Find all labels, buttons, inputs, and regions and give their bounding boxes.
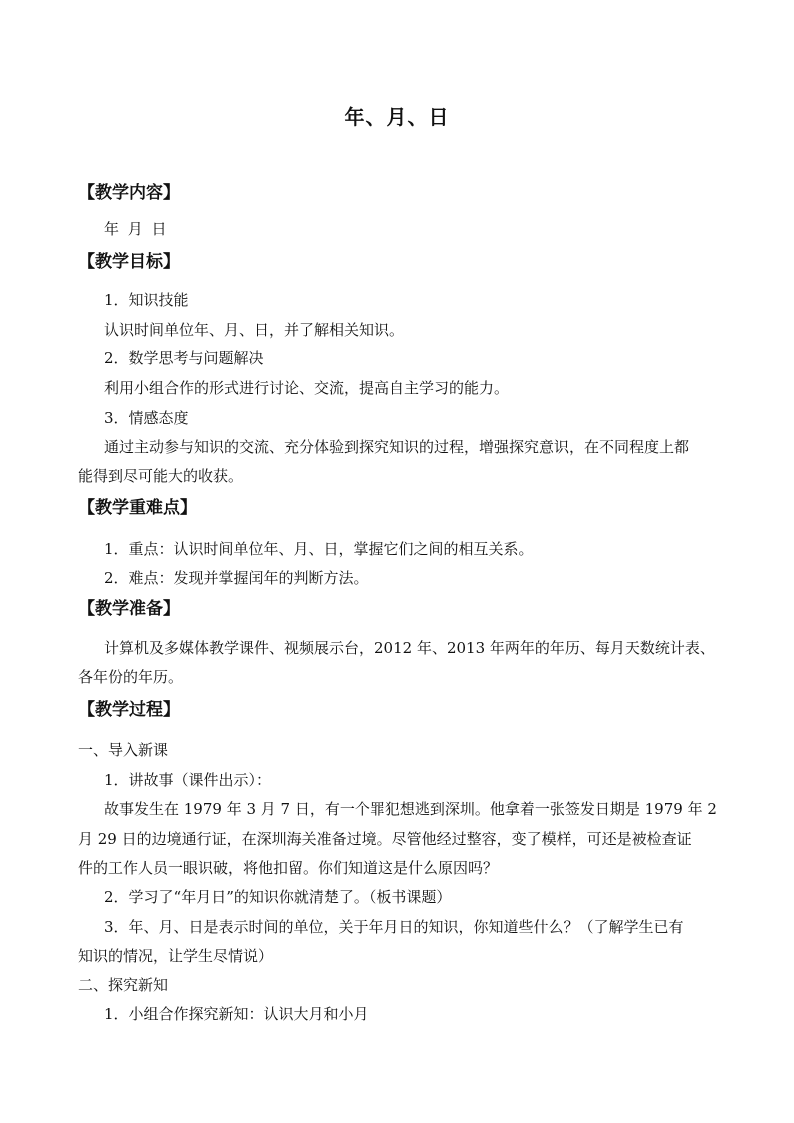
story-line-1: 故事发生在 1979 年 3 月 7 日，有一个罪犯想逃到深圳。他拿着一张签发日期是 1979 年 2 — [104, 800, 717, 818]
preparation-line-2: 各年份的年历。 — [78, 668, 184, 686]
key-point-1: 1．重点：认识时间单位年、月、日，掌握它们之间的相互关系。 — [104, 540, 534, 558]
goal-item-3-label: 3．情感态度 — [104, 409, 189, 427]
goal-item-2-label: 2．数学思考与问题解决 — [104, 349, 264, 367]
section-heading-process: 【教学过程】 — [78, 700, 180, 720]
process-step-3-line2: 知识的情况，让学生尽情说） — [78, 947, 274, 965]
section-heading-content: 【教学内容】 — [78, 183, 180, 203]
key-point-2: 2．难点：发现并掌握闰年的判断方法。 — [104, 569, 369, 587]
goal-item-2-text: 利用小组合作的形式进行讨论、交流，提高自主学习的能力。 — [104, 379, 510, 397]
goal-item-1-text: 认识时间单位年、月、日，并了解相关知识。 — [104, 321, 405, 339]
process-part-2-step-1: 1．小组合作探究新知：认识大月和小月 — [104, 1005, 369, 1023]
content-text: 年 月 日 — [104, 220, 167, 238]
preparation-line-1: 计算机及多媒体教学课件、视频展示台，2012 年、2013 年两年的年历、每月天数统计表、 — [104, 639, 715, 657]
process-part-2-title: 二、探究新知 — [78, 976, 169, 994]
section-heading-key-points: 【教学重难点】 — [78, 498, 197, 518]
goal-item-3-text-line2: 能得到尽可能大的收获。 — [78, 467, 244, 485]
document-title: 年、月、日 — [344, 105, 450, 129]
goal-item-1-label: 1．知识技能 — [104, 291, 189, 309]
story-line-3: 件的工作人员一眼识破，将他扣留。你们知道这是什么原因吗？ — [78, 859, 499, 877]
process-step-1: 1．讲故事（课件出示）： — [104, 771, 272, 789]
goal-item-3-text-line1: 通过主动参与知识的交流、充分体验到探究知识的过程，增强探究意识，在不同程度上都 — [104, 438, 690, 456]
section-heading-preparation: 【教学准备】 — [78, 599, 180, 619]
story-line-2: 月 29 日的边境通行证，在深圳海关准备过境。尽管他经过整容，变了模样，可还是被检查证 — [78, 830, 692, 848]
section-heading-goals: 【教学目标】 — [78, 252, 180, 272]
process-part-1-title: 一、导入新课 — [78, 741, 169, 759]
process-step-3-line1: 3．年、月、日是表示时间的单位，关于年月日的知识，你知道些什么？（了解学生已有 — [104, 918, 684, 936]
process-step-2: 2．学习了“年月日”的知识你就清楚了。（板书课题） — [104, 888, 452, 906]
